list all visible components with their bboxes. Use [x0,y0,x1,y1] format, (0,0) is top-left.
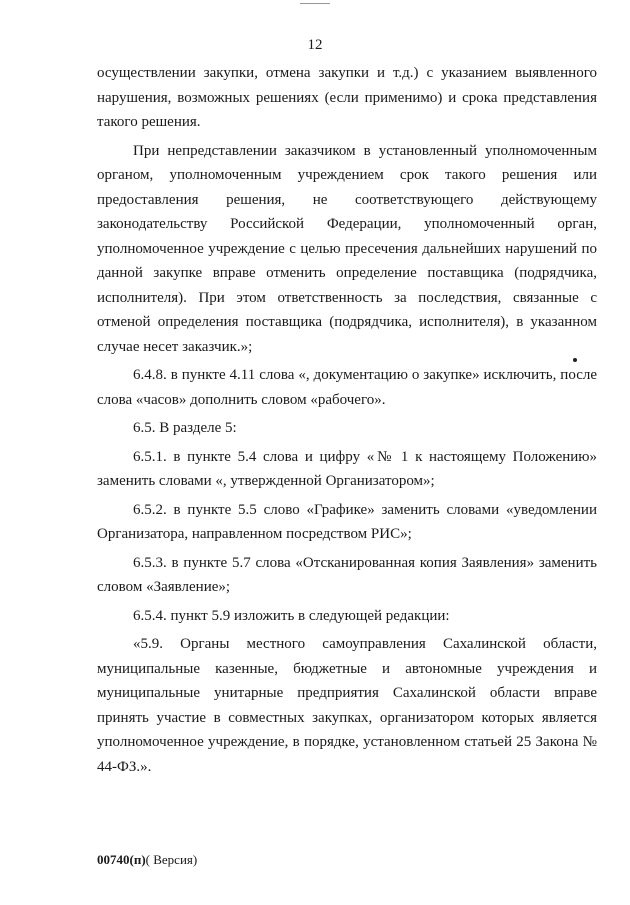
paragraph-6-4-8: 6.4.8. в пункте 4.11 слова «, документацию о закупке» исключить, после слова «часов» дополнить словом «рабочего». [97,367,597,408]
scan-artifact-dot [573,358,577,362]
document-version: ( Версия) [145,852,198,867]
paragraph-6-5-1: 6.5.1. в пункте 5.4 слова и цифру «№ 1 к настоящему Положению» заменить словами «, утвержденной Организатором»; [97,448,597,489]
document-footer [97,852,197,868]
paragraph-6-5-3: 6.5.3. в пункте 5.7 слова «Отсканированная копия Заявления» заменить словом «Заявление»; [97,554,597,595]
paragraph-non-submission: При непредставлении заказчиком в установленный уполномоченным органом, уполномоченным учреждением срок такого решения или предоставления решения, не соответствующего действующему законодательству Российской Федерации, уполномоченный орган, уполномоченное учреждение с целью пресечения дальнейших нарушений по данной закупке вправе отменить определение поставщика (подрядчика, исполнителя). При этом ответственность за последствия, связанные с отменой определения поставщика (подрядчика, исполнителя), в указанном случае несет заказчик.»; [97,142,597,355]
paragraph-6-5-2: 6.5.2. в пункте 5.5 слово «Графике» заменить словами «уведомлении Организатора, направленном посредством РИС»; [97,501,597,542]
document-body [97,61,597,779]
paragraph-6-5-4: 6.5.4. пункт 5.9 изложить в следующей редакции: [133,607,450,624]
document-code: 00740(п) [97,852,146,867]
scan-artifact-top [300,3,330,4]
paragraph-6-5: 6.5. В разделе 5: [133,420,237,436]
paragraph-5-9-quote: «5.9. Органы местного самоуправления Сахалинской области, муниципальные казенные, бюджетные и автономные учреждения и муниципальные унитарные предприятия Сахалинской области вправе принять участие в совместных закупках, организатором которых является уполномоченное учреждение, в порядке, установленном статьей 25 Закона № 44-ФЗ.». [97,636,597,775]
page-number: 12 [307,37,323,53]
paragraph-continuation: осуществлении закупки, отмена закупки и т.д.) с указанием выявленного нарушения, возможных решениях (если применимо) и срока представления такого решения. [97,65,597,130]
